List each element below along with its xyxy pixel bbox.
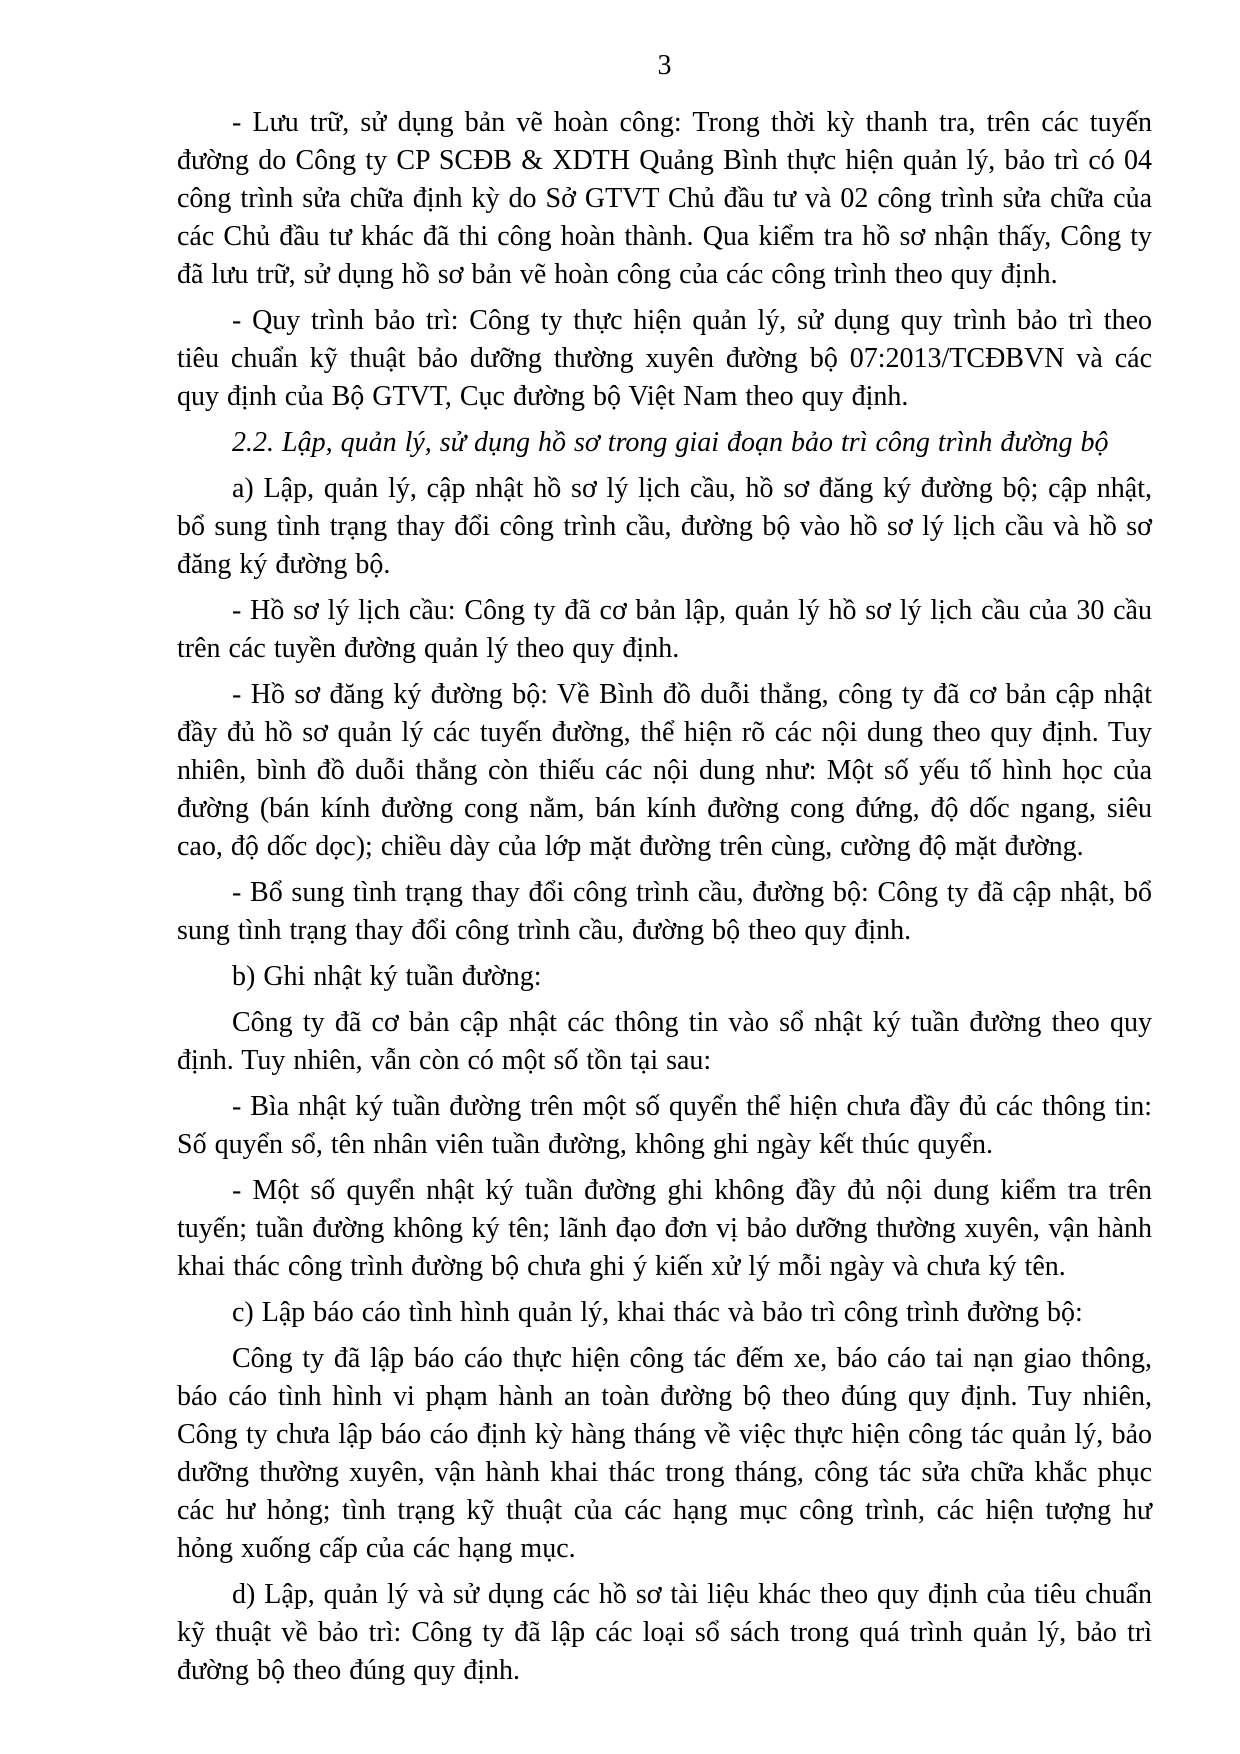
para-bia-nhat-ky: - Bìa nhật ký tuần đường trên một số quyển thể hiện chưa đầy đủ các thông tin: Số quyển sổ, tên nhân viên tuần đường, không ghi ngày kết thúc quyển.	[177, 1091, 1152, 1160]
para-bao-cao-dem-xe: Công ty đã lập báo cáo thực hiện công tác đếm xe, báo cáo tai nạn giao thông, báo cáo tình hình vi phạm hành an toàn đường bộ theo đúng quy định. Tuy nhiên, Công ty chưa lập báo cáo định kỳ hàng tháng về việc thực hiện công tác quản lý, bảo dưỡng thường xuyên, vận hành khai thác trong tháng, công tác sửa chữa khắc phục các hư hỏng; tình trạng kỹ thuật của các hạng mục công trình, các hiện tượng hư hỏng xuống cấp của các hạng mục.	[177, 1343, 1152, 1564]
para-quy-trinh-bao-tri: - Quy trình bảo trì: Công ty thực hiện quản lý, sử dụng quy trình bảo trì theo tiêu chuẩn kỹ thuật bảo dưỡng thường xuyên đường bộ 07:2013/TCĐBVN và các quy định của Bộ GTVT, Cục đường bộ Việt Nam theo quy định.	[177, 305, 1152, 412]
para-mot-so-quyen-nhat-ky: - Một số quyển nhật ký tuần đường ghi không đầy đủ nội dung kiểm tra trên tuyến; tuần đường không ký tên; lãnh đạo đơn vị bảo dưỡng thường xuyên, vận hành khai thác công trình đường bộ chưa ghi ý kiến xử lý mỗi ngày và chưa ký tên.	[177, 1175, 1152, 1282]
para-bo-sung-tinh-trang: - Bổ sung tình trạng thay đổi công trình cầu, đường bộ: Công ty đã cập nhật, bổ sung tình trạng thay đổi công trình cầu, đường bộ theo quy định.	[177, 877, 1152, 946]
para-ho-so-ly-lich-cau: - Hồ sơ lý lịch cầu: Công ty đã cơ bản lập, quản lý hồ sơ lý lịch cầu của 30 cầu trên các tuyền đường quản lý theo quy định.	[177, 595, 1152, 664]
para-ho-so-dang-ky-duong-bo: - Hồ sơ đăng ký đường bộ: Về Bình đồ duỗi thẳng, công ty đã cơ bản cập nhật đầy đủ hồ sơ quản lý các tuyến đường, thể hiện rõ các nội dung theo quy định. Tuy nhiên, bình đồ duỗi thẳng còn thiếu các nội dung như: Một số yếu tố hình học của đường (bán kính đường cong nằm, bán kính đường cong đứng, độ dốc ngang, siêu cao, độ dốc dọc); chiều dày của lớp mặt đường trên cùng, cường độ mặt đường.	[177, 679, 1152, 862]
para-c-lap-bao-cao: c) Lập báo cáo tình hình quản lý, khai thác và bảo trì công trình đường bộ:	[232, 1297, 1083, 1328]
page-number: 3	[657, 50, 672, 81]
para-a-lap-quan-ly-cap-nhat: a) Lập, quản lý, cập nhật hồ sơ lý lịch cầu, hồ sơ đăng ký đường bộ; cập nhật, bổ sung tình trạng thay đổi công trình cầu, đường bộ vào hồ sơ lý lịch cầu và hồ sơ đăng ký đường bộ.	[177, 473, 1152, 580]
para-cap-nhat-thong-tin-so-nhat-ky: Công ty đã cơ bản cập nhật các thông tin vào sổ nhật ký tuần đường theo quy định. Tuy nhiên, vẫn còn có một số tồn tại sau:	[177, 1007, 1152, 1076]
document-content-column	[177, 50, 1152, 1698]
para-luu-tru-ban-ve-hoan-cong: - Lưu trữ, sử dụng bản vẽ hoàn công: Trong thời kỳ thanh tra, trên các tuyến đường do Công ty CP SCĐB & XDTH Quảng Bình thực hiện quản lý, bảo trì có 04 công trình sửa chữa định kỳ do Sở GTVT Chủ đầu tư và 02 công trình sửa chữa của các Chủ đầu tư khác đã thi công hoàn thành. Qua kiểm tra hồ sơ nhận thấy, Công ty đã lưu trữ, sử dụng hồ sơ bản vẽ hoàn công của các công trình theo quy định.	[177, 107, 1152, 290]
para-d-ho-so-tai-lieu-khac: d) Lập, quản lý và sử dụng các hồ sơ tài liệu khác theo quy định của tiêu chuẩn kỹ thuật về bảo trì: Công ty đã lập các loại sổ sách trong quá trình quản lý, bảo trì đường bộ theo đúng quy định.	[177, 1579, 1152, 1686]
para-b-ghi-nhat-ky-tuan-duong: b) Ghi nhật ký tuần đường:	[232, 961, 542, 992]
heading-section-2-2: 2.2. Lập, quản lý, sử dụng hồ sơ trong giai đoạn bảo trì công trình đường bộ	[232, 427, 1109, 458]
document-body	[177, 104, 1152, 1690]
